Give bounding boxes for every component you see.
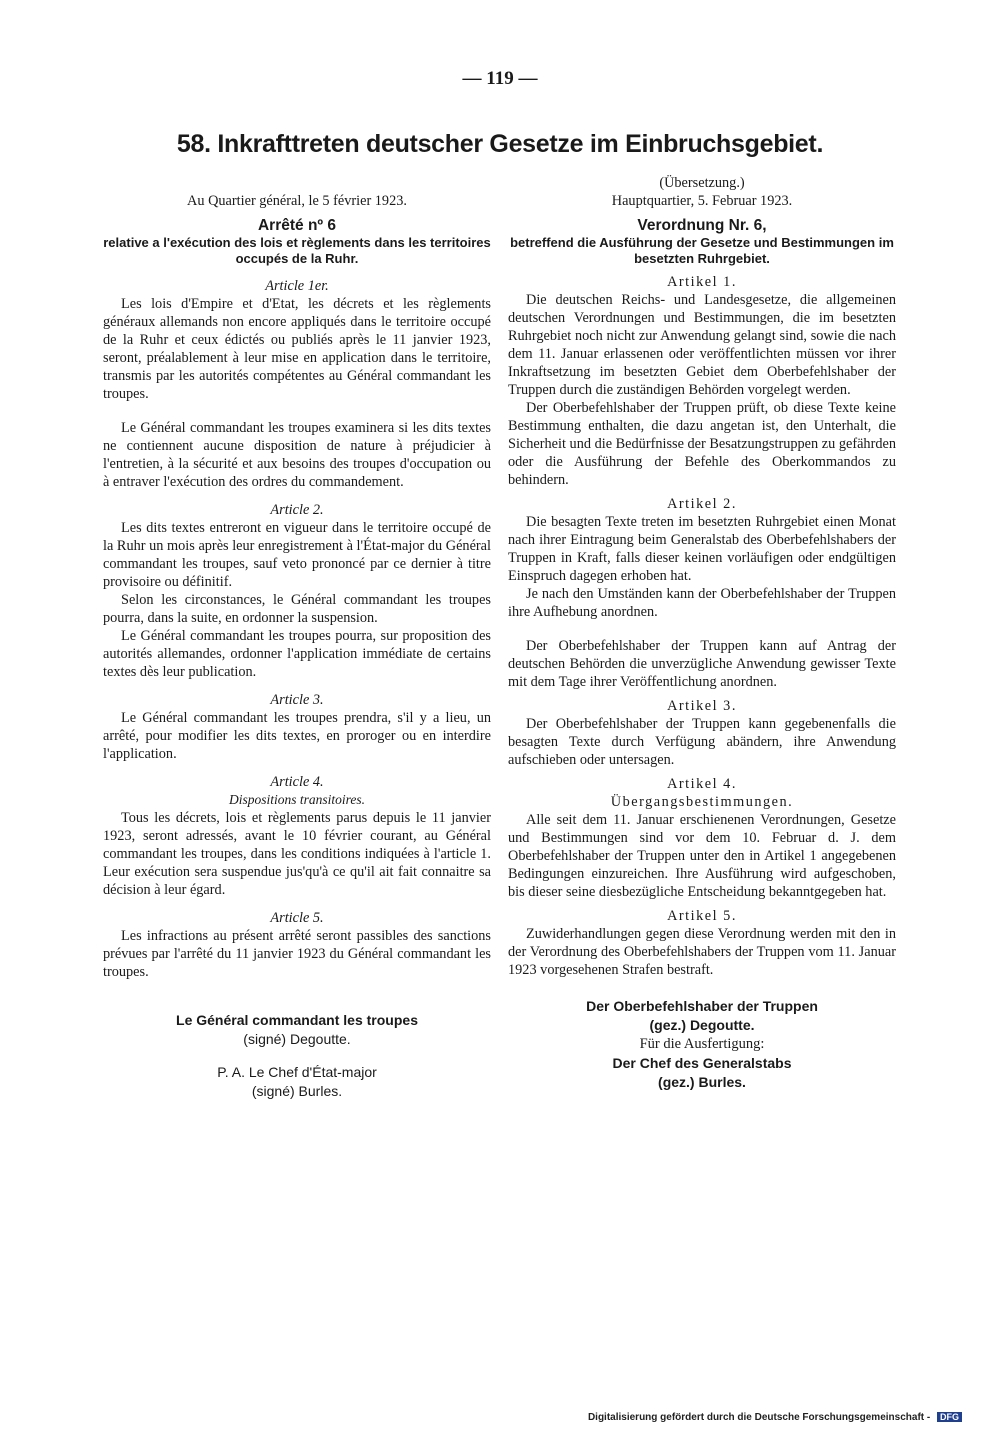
fr-article-4-p1: Tous les décrets, lois et règlements parus depuis le 11 janvier 1923, seront adressés, avant le 10 février courant, au Général commandant les troupes, dans les conditions indiquées à l'article 1. Leur exécution sera suspendue jus'qu'à ce qu'il ait fait connaitre sa décision à leur égard. — [103, 810, 491, 898]
de-artikel-1-p1: Die deutschen Reichs- und Landesgesetze, die allgemeinen deutschen Verordnungen und Bestimmungen, die im besetzten Ruhrgebiet noch nicht zur Anwendung gelangt sind, sowie die nach dem 11. Januar erlassenen oder veröffentlichten müssen vor ihrer Inkraftsetzung im besetzten Gebiet dem Oberbefehlshaber der Truppen durch die zuständigen Behörden vorgelegt werden. — [508, 292, 896, 398]
de-artikel-5-p1: Zuwiderhandlungen gegen diese Verordnung werden mit den in der Verordnung des Oberbefehlshabers der Truppen vom 11. Januar 1923 vorgesehenen Strafen bestraft. — [508, 926, 896, 978]
de-artikel-2-p2: Je nach den Umständen kann der Oberbefehlshaber der Truppen ihre Aufhebung anordnen. — [508, 586, 896, 620]
footer-text: Digitalisierung gefördert durch die Deutsche Forschungsgemeinschaft - — [587, 1412, 931, 1423]
fr-article-2-p1: Les dits textes entreront en vigueur dans le territoire occupé de la Ruhr un mois après leur enregistrement à l'État-major du Général commandant les troupes, sauf veto prononcé par ce dernier à titre provisoire ou définitif. — [103, 520, 491, 590]
fr-place-date: Au Quartier général, le 5 février 1923. — [187, 193, 407, 209]
de-signature-2: (gez.) Degoutte. — [649, 1017, 755, 1033]
de-translation-note: (Übersetzung.) — [659, 175, 745, 191]
fr-signature-1: Le Général commandant les troupes — [176, 1012, 418, 1028]
dfg-logo-icon: DFG — [937, 1412, 962, 1422]
fr-signature-2: (signé) Degoutte. — [243, 1031, 351, 1047]
page-number: — 119 — — [462, 68, 538, 89]
fr-article-1-p1: Les lois d'Empire et d'Etat, les décrets et les règlements généraux allemands non encore appliqués dans le territoire occupé de la Ruhr et ceux édictés ou publiés après le 11 janvier 1923, seront, préalablement à leur mise en application dans le territoire, transmis par les autorités compétentes au Général commandant les troupes. — [103, 296, 491, 402]
de-artikel-2-p1: Die besagten Texte treten im besetzten Ruhrgebiet einen Monat nach ihrer Eintragung beim Generalstab des Oberbefehlshabers der Truppen in Kraft, falls dieser keinen vorläufigen oder endgültigen Einspruch dagegen erhoben hat. — [508, 514, 896, 584]
fr-article-2-p2: Selon les circonstances, le Général commandant les troupes pourra, dans la suite, en ordonner la suspension. — [103, 592, 491, 626]
fr-article-3-p1: Le Général commandant les troupes prendra, s'il y a lieu, un arrêté, pour modifier les dits textes, en proroger ou en interdire l'application. — [103, 710, 491, 762]
fr-article-4-subtitle: Dispositions transitoires. — [228, 792, 366, 807]
de-signature-3: Für die Ausfertigung: — [639, 1036, 765, 1052]
de-artikel-1-title: Artikel 1. — [667, 274, 737, 290]
digitization-footer — [588, 1412, 962, 1423]
de-artikel-5-title: Artikel 5. — [667, 908, 737, 924]
de-artikel-2-title: Artikel 2. — [667, 496, 737, 512]
de-place-date: Hauptquartier, 5. Februar 1923. — [611, 193, 793, 209]
de-heading: Verordnung Nr. 6, — [637, 217, 767, 234]
de-artikel-4-subtitle: Übergangsbestimmungen. — [610, 794, 794, 810]
french-column — [103, 174, 491, 1101]
german-column — [508, 174, 896, 1092]
de-artikel-1-p2: Der Oberbefehlshaber der Truppen prüft, ob diese Texte keine Bestimmung enthalten, die dazu angetan ist, den Unterhalt, die Sicherheit und die Bedürfnisse der Besatzungstruppen zu gefährden oder die Ausführung der Befehle des Oberkommandos zu behindern. — [508, 400, 896, 488]
de-artikel-3-p1: Der Oberbefehlshaber der Truppen kann gegebenenfalls die besagten Texte durch Verfügung abändern, ihre Anwendung aufschieben oder untersagen. — [508, 716, 896, 768]
fr-article-5-p1: Les infractions au présent arrêté seront passibles des sanctions prévues par l'arrêté du 11 janvier 1923 du Général commandant les troupes. — [103, 928, 491, 980]
de-artikel-4-title: Artikel 4. — [667, 776, 737, 792]
fr-signature-4: (signé) Burles. — [251, 1083, 343, 1099]
fr-article-3-title: Article 3. — [270, 692, 324, 708]
fr-article-4-title: Article 4. — [270, 774, 324, 790]
fr-article-5-title: Article 5. — [270, 910, 324, 926]
fr-article-1-p2: Le Général commandant les troupes examinera si les dits textes ne contiennent aucune disposition de nature à préjudicier à l'entretien, à la sécurité et aux besoins des troupes d'occupation ou à entraver l'exécution des ordres du commandement. — [103, 420, 491, 490]
fr-article-1-title: Article 1er. — [265, 278, 329, 294]
de-signature-1: Der Oberbefehlshaber der Truppen — [586, 998, 818, 1014]
fr-signature-3: P. A. Le Chef d'État-major — [217, 1064, 377, 1080]
page-title: 58. Inkrafttreten deutscher Gesetze im Einbruchsgebiet. — [176, 130, 824, 158]
de-artikel-4-p1: Alle seit dem 11. Januar erschienenen Verordnungen, Gesetze und Bestimmungen sind vor dem 10. Februar d. J. dem Oberbefehlshaber der Truppen unter den in Artikel 1 angegebenen Bedingungen einzureichen. Ihre Ausführung wird aufgeschoben, bis dieser seine diesbezügliche Entscheidung bekanntgegeben hat. — [508, 812, 896, 900]
fr-article-2-p3: Le Général commandant les troupes pourra, sur proposition des autorités allemandes, ordonner l'application immédiate de certains textes dès leur publication. — [103, 628, 491, 680]
de-subheading: betreffend die Ausführung der Gesetze und Bestimmungen im besetzten Ruhrgebiet. — [510, 235, 894, 266]
fr-heading: Arrêté nº 6 — [257, 217, 337, 234]
fr-article-2-title: Article 2. — [270, 502, 324, 518]
de-artikel-2-p3: Der Oberbefehlshaber der Truppen kann auf Antrag der deutschen Behörden die unverzügliche Anwendung gewisser Texte mit dem Tage ihrer Veröffentlichung anordnen. — [508, 638, 896, 690]
de-artikel-3-title: Artikel 3. — [667, 698, 737, 714]
fr-subheading: relative a l'exécution des lois et règlements dans les territoires occupés de la Ruhr. — [103, 235, 491, 266]
de-signature-5: (gez.) Burles. — [658, 1074, 746, 1090]
de-signature-4: Der Chef des Generalstabs — [612, 1055, 792, 1071]
